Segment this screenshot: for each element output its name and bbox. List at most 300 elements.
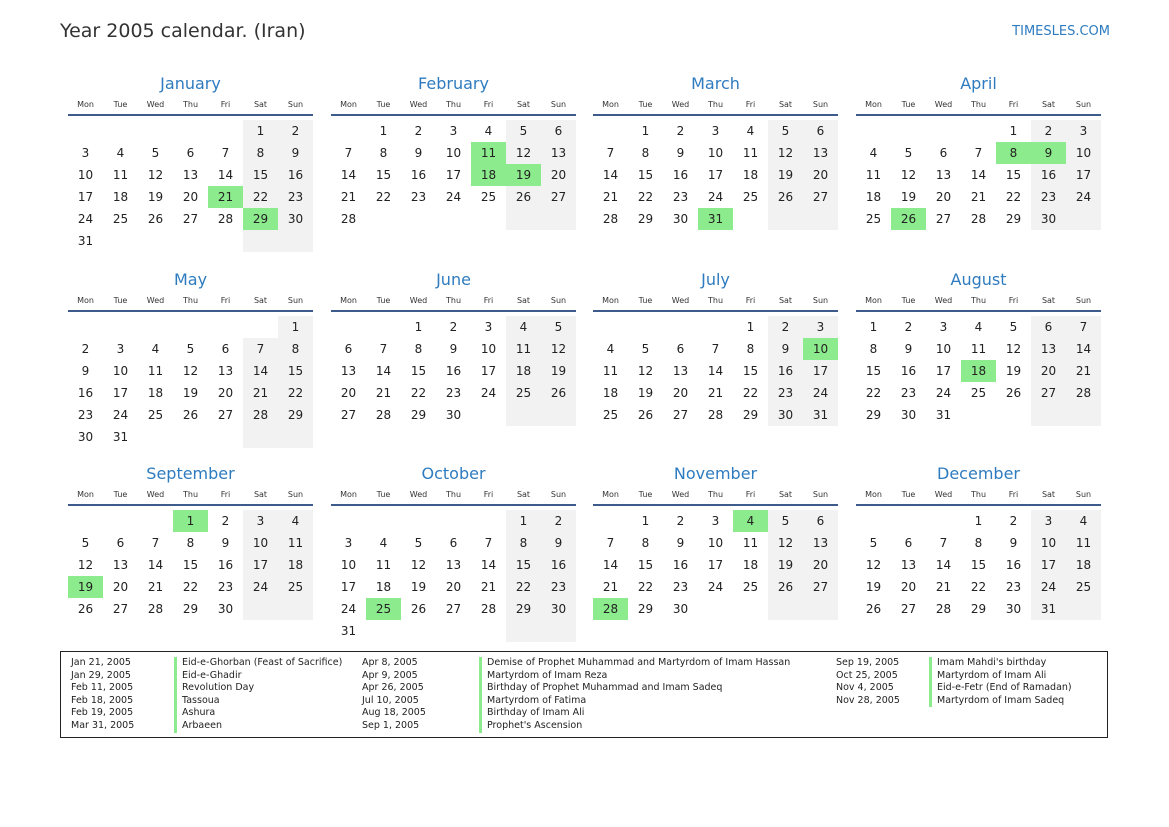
day-cell: 24 (935, 386, 952, 400)
day-cell-empty (173, 120, 208, 142)
holiday-day-cell: 28 (593, 598, 628, 620)
day-cell: 3 (484, 320, 493, 334)
day-cell: 16 (672, 558, 689, 572)
day-cell: 27 (672, 408, 689, 422)
day-cell: 8 (186, 536, 195, 550)
day-cell: 29 (865, 408, 882, 422)
day-cell: 7 (606, 146, 615, 160)
weekday-header (331, 486, 576, 506)
day-cell: 11 (970, 342, 987, 356)
day-cell: 14 (147, 558, 164, 572)
day-cell: 28 (602, 212, 619, 226)
day-cell: 12 (637, 364, 654, 378)
holiday-name: Martyrdom of Imam Sadeq (929, 695, 1064, 708)
weekday-label: Wed (934, 100, 953, 109)
day-cell: 27 (935, 212, 952, 226)
day-cell-empty (68, 316, 103, 338)
weekday-label: Tue (113, 490, 128, 499)
day-cell-empty (471, 208, 506, 230)
holiday-list (60, 651, 1108, 738)
day-cell: 12 (506, 142, 541, 164)
day-cell: 31 (77, 234, 94, 248)
day-cell: 9 (449, 342, 458, 356)
day-cell: 31 (935, 408, 952, 422)
day-cell-empty (698, 316, 733, 338)
weekday-label: Sun (550, 100, 567, 109)
day-cell: 25 (147, 408, 164, 422)
weekday-label: Mon (340, 296, 357, 305)
day-cell: 21 (375, 386, 392, 400)
day-cell: 1 (243, 120, 278, 142)
day-cell-empty (278, 426, 313, 448)
day-cell-empty (891, 510, 926, 532)
day-cell: 27 (541, 186, 576, 208)
weekday-header (856, 292, 1101, 312)
day-cell-empty (401, 208, 436, 230)
day-cell: 21 (970, 190, 987, 204)
weekday-label: Tue (901, 296, 916, 305)
weekday-label: Sun (1075, 100, 1092, 109)
holiday-date: Jan 29, 2005 (71, 669, 131, 681)
weekday-label: Wed (671, 490, 690, 499)
day-cell: 20 (803, 164, 838, 186)
day-cell: 10 (243, 532, 278, 554)
day-cell: 10 (112, 364, 129, 378)
weekday-header (68, 292, 313, 312)
month-name: January (160, 74, 221, 93)
weekday-label: Wed (934, 490, 953, 499)
day-cell: 13 (900, 558, 917, 572)
day-cell: 20 (217, 386, 234, 400)
day-cell-empty (208, 230, 243, 252)
day-cell: 16 (410, 168, 427, 182)
day-cell: 26 (410, 602, 427, 616)
day-cell-empty (331, 510, 366, 532)
day-cell: 3 (1031, 510, 1066, 532)
weekday-label: Thu (970, 296, 987, 305)
day-cell: 3 (939, 320, 948, 334)
weekday-label: Fri (1008, 100, 1019, 109)
day-cell: 11 (112, 168, 129, 182)
day-cell: 18 (865, 190, 882, 204)
day-cell: 16 (1005, 558, 1022, 572)
day-cell: 21 (602, 190, 619, 204)
day-cell-empty (138, 426, 173, 448)
day-cell-empty (593, 510, 628, 532)
day-grid (593, 510, 838, 620)
day-cell: 3 (449, 124, 458, 138)
day-cell: 9 (414, 146, 423, 160)
day-cell: 12 (147, 168, 164, 182)
day-cell: 24 (707, 190, 724, 204)
month-name: February (418, 74, 489, 93)
day-cell: 9 (221, 536, 230, 550)
day-cell-empty (1066, 208, 1101, 230)
holiday-day-cell: 1 (173, 510, 208, 532)
weekday-label: Fri (745, 296, 756, 305)
weekday-label: Fri (745, 100, 756, 109)
day-cell: 27 (340, 408, 357, 422)
day-cell: 7 (344, 146, 353, 160)
weekday-label: Tue (113, 296, 128, 305)
day-cell: 22 (1005, 190, 1022, 204)
day-cell: 12 (768, 532, 803, 554)
day-cell-empty (243, 426, 278, 448)
day-cell: 19 (900, 190, 917, 204)
weekday-label: Sat (516, 296, 531, 305)
day-cell-empty (856, 510, 891, 532)
holiday-day-cell: 25 (366, 598, 401, 620)
day-cell: 20 (803, 554, 838, 576)
day-cell: 9 (1009, 536, 1018, 550)
day-cell: 30 (1005, 602, 1022, 616)
day-cell: 15 (278, 360, 313, 382)
day-cell: 20 (541, 164, 576, 186)
day-cell: 3 (711, 514, 720, 528)
holiday-name: Tassoua (174, 695, 220, 708)
day-cell-empty (1066, 404, 1101, 426)
day-cell-empty (103, 510, 138, 532)
day-cell: 15 (243, 164, 278, 186)
day-cell: 20 (1031, 360, 1066, 382)
day-cell: 11 (865, 168, 882, 182)
day-cell: 10 (1066, 142, 1101, 164)
day-cell: 30 (278, 208, 313, 230)
day-cell: 16 (278, 164, 313, 186)
day-cell: 13 (445, 558, 462, 572)
day-cell-empty (401, 510, 436, 532)
day-cell: 24 (803, 382, 838, 404)
day-cell: 13 (935, 168, 952, 182)
day-cell: 31 (112, 430, 129, 444)
day-cell: 8 (243, 142, 278, 164)
day-cell: 30 (541, 598, 576, 620)
holiday-date: Feb 19, 2005 (71, 707, 134, 719)
day-cell: 14 (217, 168, 234, 182)
day-cell: 20 (340, 386, 357, 400)
day-cell: 11 (506, 338, 541, 360)
day-cell: 2 (81, 342, 90, 356)
day-cell: 28 (147, 602, 164, 616)
day-grid (856, 316, 1101, 426)
weekday-label: Wed (146, 490, 165, 499)
day-cell: 23 (768, 382, 803, 404)
day-cell-empty (593, 120, 628, 142)
day-cell: 21 (707, 386, 724, 400)
weekday-label: Tue (901, 100, 916, 109)
day-cell: 28 (217, 212, 234, 226)
day-cell: 17 (1031, 554, 1066, 576)
month-march (593, 72, 838, 230)
day-cell: 6 (116, 536, 125, 550)
day-cell-empty (698, 598, 733, 620)
day-cell: 11 (742, 146, 759, 160)
day-cell-empty (278, 230, 313, 252)
day-cell: 1 (746, 320, 755, 334)
day-cell: 22 (506, 576, 541, 598)
day-cell: 21 (480, 580, 497, 594)
holiday-name: Demise of Prophet Muhammad and Martyrdom of Imam Hassan (479, 657, 790, 670)
day-cell-empty (891, 120, 926, 142)
day-cell: 5 (904, 146, 913, 160)
day-cell: 22 (410, 386, 427, 400)
day-cell-empty (138, 120, 173, 142)
weekday-label: Sun (1075, 490, 1092, 499)
day-cell: 11 (278, 532, 313, 554)
holiday-date: Apr 9, 2005 (362, 669, 418, 681)
day-cell: 15 (637, 168, 654, 182)
day-cell: 8 (974, 536, 983, 550)
day-cell: 7 (711, 342, 720, 356)
day-cell: 4 (606, 342, 615, 356)
day-cell: 5 (186, 342, 195, 356)
weekday-label: Mon (602, 296, 619, 305)
day-cell: 18 (278, 554, 313, 576)
day-cell: 26 (541, 382, 576, 404)
day-cell: 10 (340, 558, 357, 572)
weekday-label: Tue (638, 296, 653, 305)
day-cell: 20 (935, 190, 952, 204)
day-cell: 29 (742, 408, 759, 422)
day-cell: 22 (182, 580, 199, 594)
day-cell: 6 (904, 536, 913, 550)
day-cell: 27 (217, 408, 234, 422)
month-name: September (146, 464, 235, 483)
day-cell: 4 (1066, 510, 1101, 532)
weekday-label: Thu (707, 490, 724, 499)
day-cell: 4 (151, 342, 160, 356)
day-cell: 17 (1066, 164, 1101, 186)
day-cell: 1 (1009, 124, 1018, 138)
day-cell: 15 (410, 364, 427, 378)
holiday-name: Martyrdom of Imam Ali (929, 670, 1046, 683)
weekday-label: Thu (707, 296, 724, 305)
day-cell: 5 (869, 536, 878, 550)
day-cell: 11 (742, 536, 759, 550)
day-cell-empty (103, 120, 138, 142)
day-cell: 9 (676, 536, 685, 550)
holiday-day-cell: 8 (996, 142, 1031, 164)
holiday-day-cell: 11 (471, 142, 506, 164)
day-cell: 29 (410, 408, 427, 422)
day-cell-empty (436, 208, 471, 230)
site-brand-link[interactable]: TIMESLES.COM (1012, 24, 1110, 39)
day-cell-empty (103, 230, 138, 252)
day-cell: 6 (449, 536, 458, 550)
day-cell: 15 (970, 558, 987, 572)
day-cell: 1 (974, 514, 983, 528)
day-cell: 7 (484, 536, 493, 550)
day-cell: 6 (541, 120, 576, 142)
day-cell: 17 (707, 558, 724, 572)
day-cell: 14 (707, 364, 724, 378)
month-name: December (937, 464, 1020, 483)
weekday-label: Fri (483, 490, 494, 499)
day-cell: 18 (1066, 554, 1101, 576)
day-cell: 14 (1066, 338, 1101, 360)
day-cell: 2 (414, 124, 423, 138)
day-cell: 24 (480, 386, 497, 400)
day-cell-empty (541, 620, 576, 642)
day-cell: 12 (541, 338, 576, 360)
month-july (593, 268, 838, 426)
day-cell-empty (208, 426, 243, 448)
weekday-label: Thu (970, 100, 987, 109)
weekday-label: Thu (182, 100, 199, 109)
day-cell: 12 (900, 168, 917, 182)
day-cell: 7 (151, 536, 160, 550)
weekday-label: Sat (1041, 100, 1056, 109)
weekday-label: Fri (483, 100, 494, 109)
day-cell-empty (1031, 404, 1066, 426)
weekday-label: Sun (812, 296, 829, 305)
day-cell: 29 (506, 598, 541, 620)
weekday-label: Sat (516, 490, 531, 499)
day-cell: 8 (641, 146, 650, 160)
day-cell: 28 (375, 408, 392, 422)
holiday-day-cell: 19 (506, 164, 541, 186)
month-october (331, 462, 576, 642)
day-cell: 23 (445, 386, 462, 400)
holiday-name: Birthday of Prophet Muhammad and Imam Sadeq (479, 682, 722, 695)
day-cell: 11 (375, 558, 392, 572)
day-cell: 3 (344, 536, 353, 550)
day-cell: 25 (1066, 576, 1101, 598)
weekday-header (331, 292, 576, 312)
day-cell: 22 (637, 190, 654, 204)
day-cell-empty (243, 316, 278, 338)
day-cell-empty (278, 598, 313, 620)
day-cell-empty (506, 620, 541, 642)
day-cell: 5 (541, 316, 576, 338)
weekday-label: Sun (287, 296, 304, 305)
weekday-label: Thu (445, 296, 462, 305)
holiday-date: Jan 21, 2005 (71, 657, 131, 668)
day-cell: 4 (869, 146, 878, 160)
day-cell: 19 (147, 190, 164, 204)
day-cell: 29 (970, 602, 987, 616)
weekday-label: Sat (778, 490, 793, 499)
day-cell-empty (331, 120, 366, 142)
day-cell: 13 (803, 142, 838, 164)
day-cell: 26 (77, 602, 94, 616)
day-cell: 26 (182, 408, 199, 422)
day-cell: 14 (970, 168, 987, 182)
day-cell: 8 (379, 146, 388, 160)
weekday-label: Mon (602, 490, 619, 499)
day-cell: 3 (1066, 120, 1101, 142)
day-cell-empty (471, 510, 506, 532)
day-cell-empty (961, 404, 996, 426)
day-cell: 30 (77, 430, 94, 444)
day-cell: 28 (340, 212, 357, 226)
weekday-label: Sat (1041, 490, 1056, 499)
day-cell: 16 (672, 168, 689, 182)
day-cell: 8 (641, 536, 650, 550)
day-cell: 10 (707, 146, 724, 160)
day-cell: 24 (112, 408, 129, 422)
day-cell: 23 (672, 190, 689, 204)
day-grid (68, 316, 313, 448)
day-cell: 16 (768, 360, 803, 382)
day-cell: 7 (1066, 316, 1101, 338)
day-cell-empty (541, 208, 576, 230)
day-cell: 7 (939, 536, 948, 550)
day-cell: 26 (768, 186, 803, 208)
day-cell-empty (243, 230, 278, 252)
day-cell: 2 (541, 510, 576, 532)
day-cell: 10 (480, 342, 497, 356)
day-cell: 17 (935, 364, 952, 378)
day-cell: 13 (1031, 338, 1066, 360)
weekday-label: Wed (671, 100, 690, 109)
weekday-label: Fri (483, 296, 494, 305)
holiday-name: Eid-e-Ghadir (174, 670, 242, 683)
day-cell: 9 (904, 342, 913, 356)
day-cell: 28 (1066, 382, 1101, 404)
day-cell: 1 (414, 320, 423, 334)
day-cell: 28 (480, 602, 497, 616)
day-cell: 11 (147, 364, 164, 378)
day-cell: 22 (278, 382, 313, 404)
day-cell: 15 (375, 168, 392, 182)
day-cell: 24 (445, 190, 462, 204)
day-cell: 10 (445, 146, 462, 160)
day-cell: 1 (379, 124, 388, 138)
day-cell: 20 (182, 190, 199, 204)
day-cell: 9 (81, 364, 90, 378)
day-cell: 14 (375, 364, 392, 378)
day-cell: 18 (147, 386, 164, 400)
day-cell: 2 (676, 124, 685, 138)
day-grid (856, 120, 1101, 230)
day-grid (331, 316, 576, 426)
day-cell: 3 (243, 510, 278, 532)
day-cell: 16 (77, 386, 94, 400)
weekday-label: Sat (516, 100, 531, 109)
weekday-label: Tue (638, 490, 653, 499)
day-cell: 22 (742, 386, 759, 400)
holiday-date: Mar 31, 2005 (71, 719, 135, 731)
day-cell: 11 (1066, 532, 1101, 554)
day-cell: 9 (541, 532, 576, 554)
day-cell-empty (926, 120, 961, 142)
day-cell: 29 (637, 602, 654, 616)
weekday-label: Mon (340, 100, 357, 109)
day-cell: 10 (707, 536, 724, 550)
month-january (68, 72, 313, 252)
day-cell: 14 (935, 558, 952, 572)
day-cell: 27 (900, 602, 917, 616)
day-cell: 12 (182, 364, 199, 378)
day-cell: 2 (221, 514, 230, 528)
weekday-label: Mon (865, 490, 882, 499)
day-cell: 21 (243, 382, 278, 404)
day-cell: 5 (1009, 320, 1018, 334)
holiday-date: Sep 19, 2005 (836, 657, 900, 668)
holiday-name: Arbaeen (174, 720, 222, 733)
day-cell: 29 (1005, 212, 1022, 226)
day-cell: 23 (278, 186, 313, 208)
day-cell: 6 (1031, 316, 1066, 338)
month-name: June (436, 270, 471, 289)
day-cell: 8 (869, 342, 878, 356)
day-cell: 30 (672, 212, 689, 226)
weekday-header (856, 486, 1101, 506)
weekday-label: Wed (146, 296, 165, 305)
day-cell: 18 (375, 580, 392, 594)
day-cell: 24 (1066, 186, 1101, 208)
